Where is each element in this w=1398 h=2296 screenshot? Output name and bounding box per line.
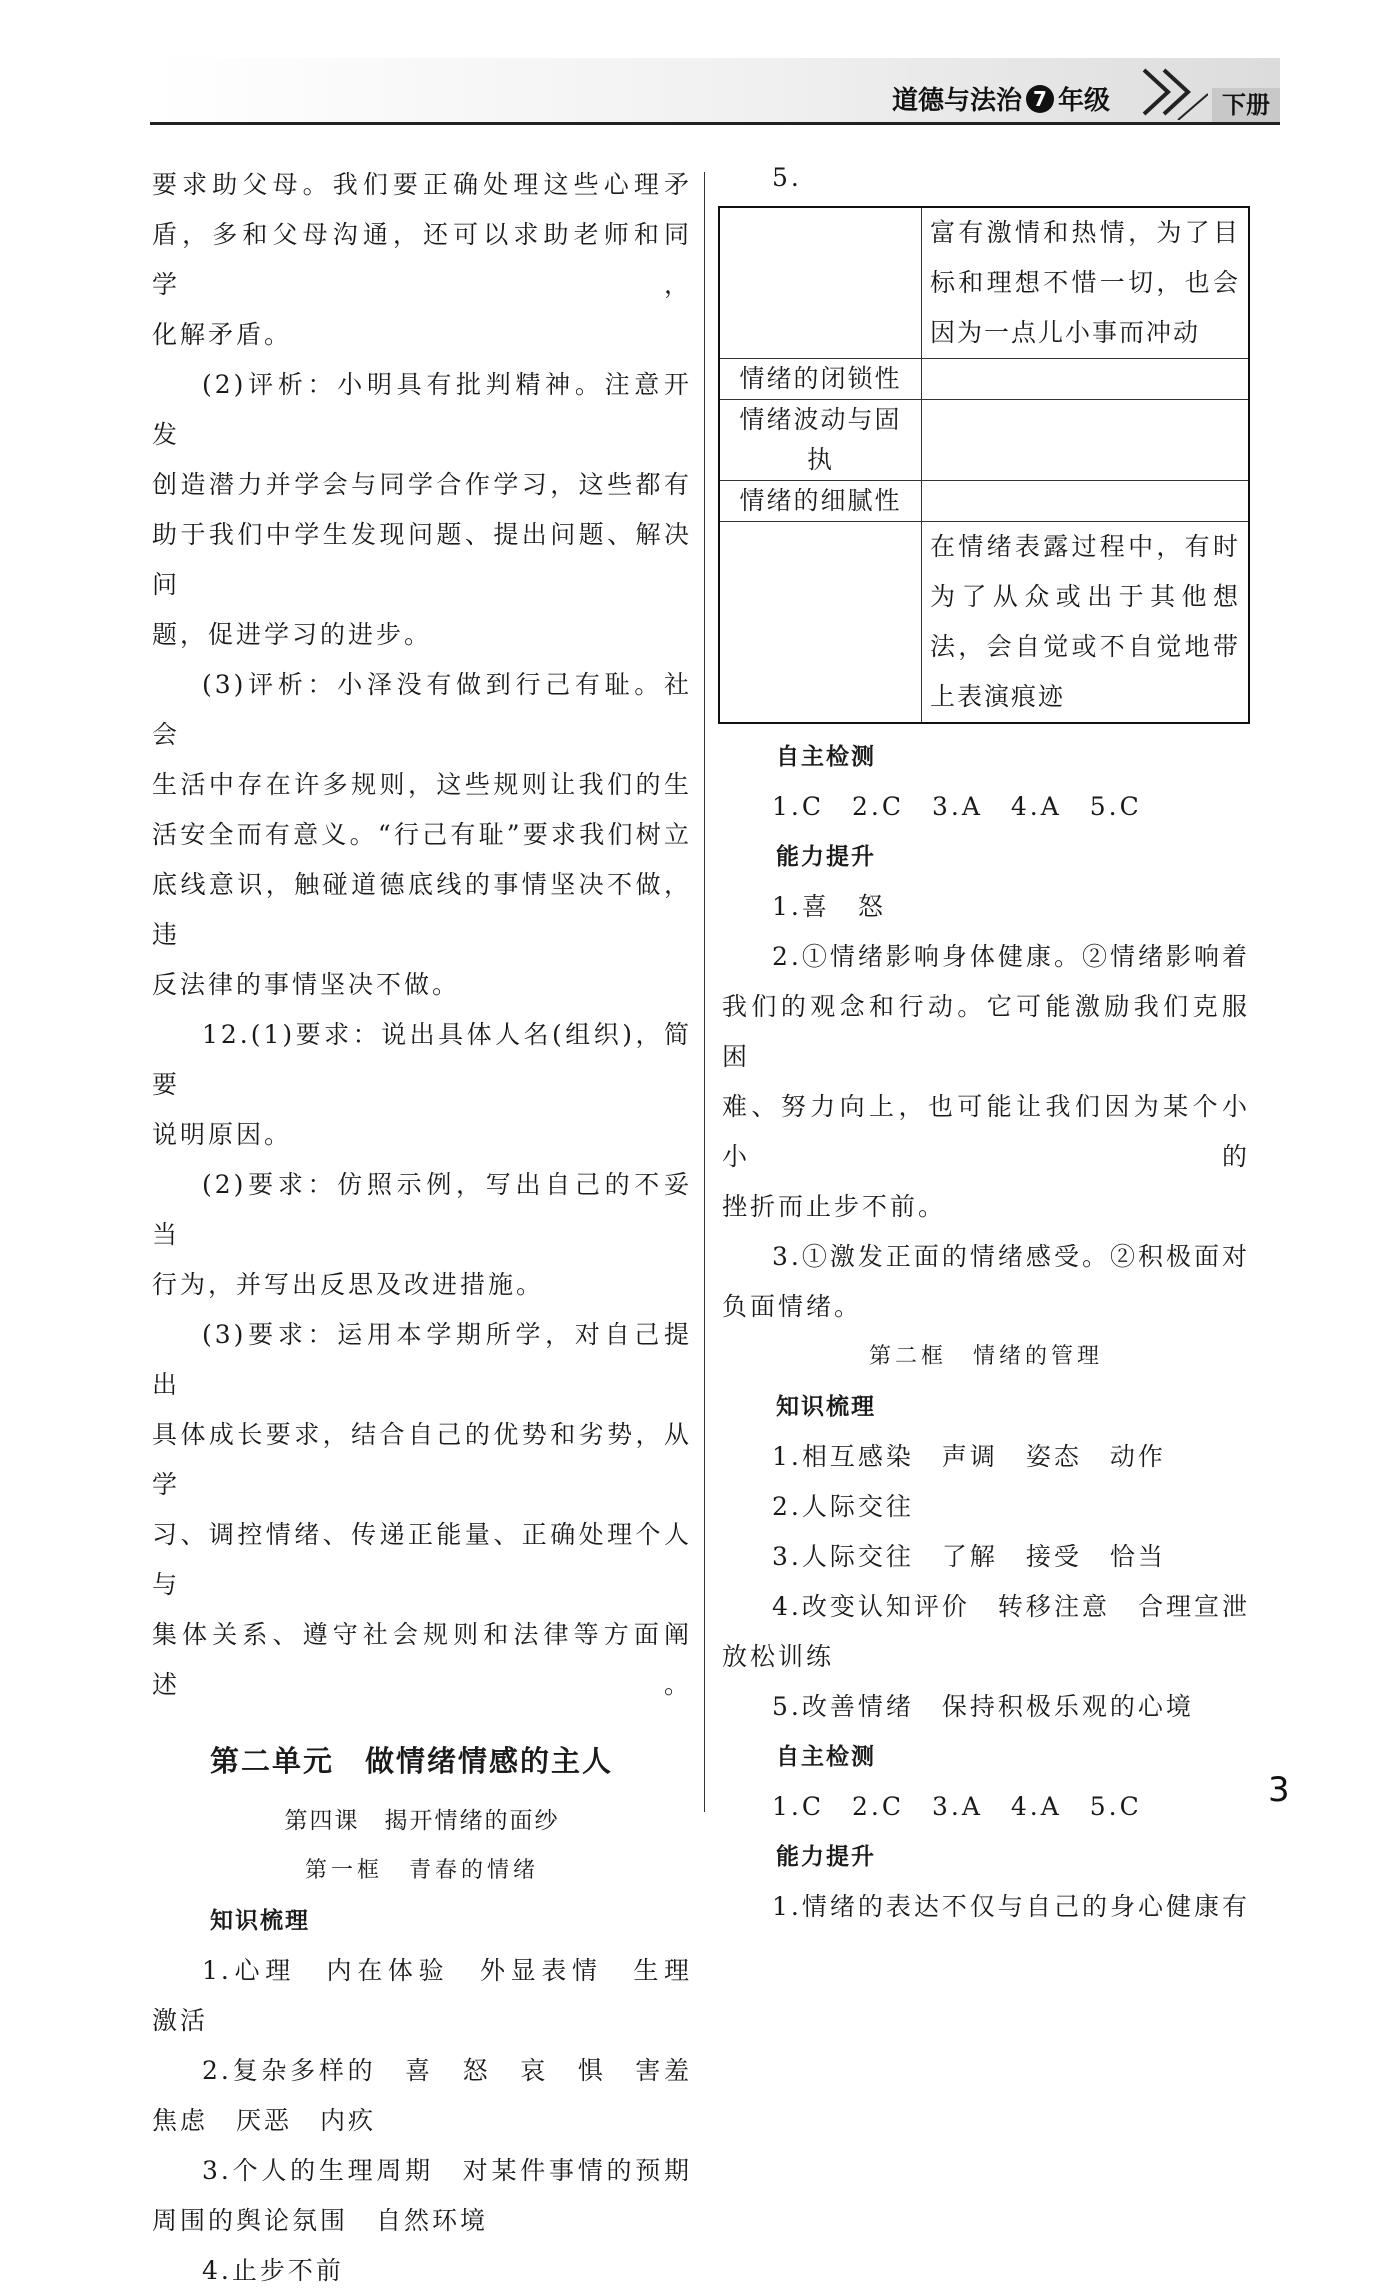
- text-line: 12.(1)要求：说出具体人名(组织)，简要: [152, 1020, 692, 1099]
- text-line: (2)要求：仿照示例，写出自己的不妥当: [152, 1170, 692, 1249]
- column-divider: [704, 172, 705, 1812]
- cell-line: 因为一点儿小事而冲动: [930, 318, 1201, 347]
- text-line: 底线意识，触碰道德底线的事情坚决不做，违: [152, 870, 692, 949]
- page-number: 3: [1268, 1770, 1290, 1810]
- grade-badge: 7: [1026, 85, 1054, 113]
- frame-title: 第二框 情绪的管理: [868, 1344, 1103, 1369]
- knowledge-item-5: 5.改善情绪 保持积极乐观的心境: [772, 1692, 1194, 1721]
- book-title: [892, 80, 1110, 117]
- table-row: [719, 207, 1249, 359]
- knowledge-item-1: 1.相互感染 声调 姿态 动作: [772, 1442, 1166, 1471]
- cell-line: 在情绪表露过程中，有时: [930, 532, 1240, 561]
- section-heading: 能力提升: [776, 844, 876, 870]
- text-line: 我们的观念和行动。它可能激励我们克服困: [722, 992, 1250, 1071]
- question-12-part-2: [152, 1160, 692, 1310]
- frame-title: 第一框 青春的情绪: [304, 1858, 539, 1883]
- knowledge-item-1: [152, 1946, 692, 2046]
- table-cell: [922, 522, 1250, 724]
- text-line: 题，促进学习的进步。: [152, 620, 433, 649]
- ability-answer-3: [722, 1232, 1250, 1332]
- text-line: 1.心理 内在体验 外显表情 生理: [202, 1956, 692, 1985]
- unit-title: 第二单元 做情绪情感的主人: [210, 1744, 614, 1778]
- table-row: [719, 481, 1249, 522]
- lesson-title: 第四课 揭开情绪的面纱: [284, 1808, 560, 1834]
- text-line: 挫折而止步不前。: [722, 1192, 947, 1221]
- text-line: 难、努力向上，也可能让我们因为某个小小的: [722, 1092, 1250, 1171]
- knowledge-item-3: 3.人际交往 了解 接受 恰当: [772, 1542, 1166, 1571]
- table-row: [719, 522, 1249, 724]
- cell-line: 上表演痕迹: [930, 682, 1066, 711]
- self-check-answers: 1.C 2.C 3.A 4.A 5.C: [772, 792, 1142, 821]
- text-line: 习、调控情绪、传递正能量、正确处理个人与: [152, 1520, 692, 1599]
- text-line: (3)要求：运用本学期所学，对自己提出: [152, 1320, 692, 1399]
- subject-name: 道德与法治: [892, 86, 1023, 116]
- table-row: [719, 400, 1249, 481]
- section-heading: 知识梳理: [776, 1394, 876, 1420]
- knowledge-item-4: [722, 1582, 1250, 1682]
- section-heading: 自主检测: [776, 744, 876, 770]
- text-line: 4.改变认知评价 转移注意 合理宣泄: [772, 1592, 1250, 1621]
- text-line: 2.复杂多样的 喜 怒 哀 惧 害羞: [202, 2056, 692, 2085]
- cell-line: 法，会自觉或不自觉地带: [930, 632, 1240, 661]
- text-line: 3.①激发正面的情绪感受。②积极面对: [772, 1242, 1250, 1271]
- volume-label: 下册: [1212, 88, 1280, 122]
- double-chevron-icon: [1138, 64, 1208, 120]
- text-line: 行为，并写出反思及改进措施。: [152, 1270, 545, 1299]
- text-line: 激活: [152, 2006, 209, 2035]
- section-heading: 自主检测: [776, 1744, 876, 1770]
- text-line: 创造潜力并学会与同学合作学习，这些都有: [152, 470, 692, 499]
- header-band: [150, 58, 1280, 122]
- self-check-answers: 1.C 2.C 3.A 4.A 5.C: [772, 1792, 1142, 1821]
- table-cell: 情绪波动与固执: [719, 400, 922, 481]
- text-line: 盾，多和父母沟通，还可以求助老师和同学，: [152, 220, 692, 299]
- knowledge-item-3: [152, 2146, 692, 2246]
- knowledge-item-2: [152, 2046, 692, 2146]
- text-line: 周围的舆论氛围 自然环境: [152, 2206, 489, 2235]
- text-line: 助于我们中学生发现问题、提出问题、解决问: [152, 520, 692, 599]
- table-cell: [719, 207, 922, 359]
- text-line: 具体成长要求，结合自己的优势和劣势，从学: [152, 1420, 692, 1499]
- table-row: [719, 359, 1249, 400]
- section-heading: 能力提升: [776, 1844, 876, 1870]
- text-line: 放松训练: [722, 1642, 835, 1671]
- continued-answer: [152, 160, 692, 360]
- emotion-table: [718, 206, 1250, 724]
- text-line: 说明原因。: [152, 1120, 293, 1149]
- question-5-label: 5.: [772, 163, 802, 192]
- text-line: 集体关系、遵守社会规则和法律等方面阐述。: [152, 1620, 692, 1699]
- question-12-part-1: [152, 1010, 692, 1160]
- text-line: 活安全而有意义。“行己有耻”要求我们树立: [152, 820, 692, 849]
- answer-item-3: [152, 660, 692, 1010]
- cell-line: 标和理想不惜一切，也会: [930, 268, 1240, 297]
- left-column: [152, 160, 692, 2296]
- ability-answer-1: 1.喜 怒: [772, 892, 886, 921]
- text-line: 焦虑 厌恶 内疚: [152, 2106, 377, 2135]
- knowledge-item-4: 4.止步不前: [202, 2256, 344, 2285]
- table-cell: [922, 207, 1250, 359]
- table-cell: [719, 522, 922, 724]
- text-line: 负面情绪。: [722, 1292, 863, 1321]
- text-line: 3.个人的生理周期 对某件事情的预期: [202, 2156, 692, 2185]
- table-cell: 情绪的闭锁性: [719, 359, 922, 400]
- table-cell: [922, 359, 1250, 400]
- text-line: 化解矛盾。: [152, 320, 293, 349]
- text-line: 要求助父母。我们要正确处理这些心理矛: [152, 170, 692, 199]
- answer-item-2: [152, 360, 692, 660]
- ability-answer-1: 1.情绪的表达不仅与自己的身心健康有: [772, 1892, 1250, 1921]
- text-line: (3)评析：小泽没有做到行己有耻。社会: [152, 670, 692, 749]
- knowledge-item-2: 2.人际交往: [772, 1492, 914, 1521]
- page-header: [150, 58, 1280, 124]
- table-cell: [922, 400, 1250, 481]
- cell-line: 为了从众或出于其他想: [930, 582, 1240, 611]
- text-line: 生活中存在许多规则，这些规则让我们的生: [152, 770, 692, 799]
- text-line: 2.①情绪影响身体健康。②情绪影响着: [772, 942, 1250, 971]
- text-line: (2)评析：小明具有批判精神。注意开发: [152, 370, 692, 449]
- table-cell: 情绪的细腻性: [719, 481, 922, 522]
- cell-line: 富有激情和热情，为了目: [930, 218, 1240, 247]
- right-column: [722, 160, 1250, 1932]
- section-heading: 知识梳理: [210, 1908, 310, 1934]
- table-cell: [922, 481, 1250, 522]
- grade-suffix: 年级: [1058, 86, 1111, 116]
- text-line: 反法律的事情坚决不做。: [152, 970, 461, 999]
- header-rule: [150, 122, 1280, 125]
- ability-answer-2: [722, 932, 1250, 1232]
- question-12-part-3: [152, 1310, 692, 1710]
